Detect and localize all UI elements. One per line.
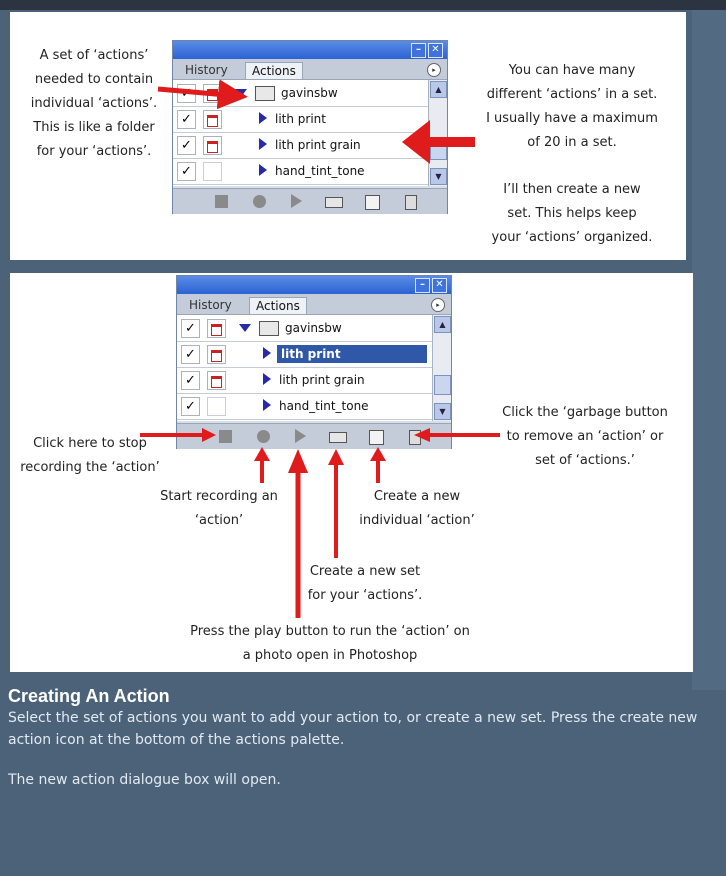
palette-menu-icon[interactable]: ▸ bbox=[431, 298, 445, 312]
record-button-note: Start recording an ‘action’ bbox=[160, 489, 278, 528]
tab-actions[interactable]: Actions bbox=[245, 62, 303, 79]
scroll-down-icon[interactable]: ▼ bbox=[430, 168, 447, 185]
minimize-button[interactable]: – bbox=[411, 43, 426, 58]
close-button[interactable]: ✕ bbox=[428, 43, 443, 58]
right-gutter bbox=[692, 10, 726, 690]
minimize-button[interactable]: – bbox=[415, 278, 430, 293]
play-button-note: Press the play button to run the ‘action’ on a photo open in Photoshop bbox=[190, 624, 470, 663]
instruction-paragraph: Select the set of actions you want to add your action to, or create a new set. Press the create new action icon at the bottom of the actions palette. bbox=[8, 710, 698, 748]
set-label: gavinsbw bbox=[285, 321, 342, 335]
action-label: lith print bbox=[275, 112, 326, 126]
scroll-down-icon[interactable]: ▼ bbox=[434, 403, 451, 420]
action-label: lith print grain bbox=[275, 138, 361, 152]
set-label: gavinsbw bbox=[281, 86, 338, 100]
checkmark-icon[interactable]: ✓ bbox=[177, 110, 196, 129]
action-label: lith print grain bbox=[279, 373, 365, 387]
scroll-up-icon[interactable]: ▲ bbox=[430, 81, 447, 98]
checkmark-icon[interactable]: ✓ bbox=[177, 162, 196, 181]
tab-actions[interactable]: Actions bbox=[249, 297, 307, 314]
tab-history[interactable]: History bbox=[185, 63, 228, 77]
scroll-up-icon[interactable]: ▲ bbox=[434, 316, 451, 333]
tutorial-image-palette-buttons bbox=[10, 273, 693, 672]
close-button[interactable]: ✕ bbox=[432, 278, 447, 293]
new-set-button-note: Create a new set for your ‘actions’. bbox=[307, 564, 423, 603]
section-heading: Creating An Action bbox=[8, 686, 170, 706]
arrow-to-set bbox=[158, 89, 238, 96]
checkmark-icon[interactable]: ✓ bbox=[181, 319, 200, 338]
many-actions-note: You can have many different ‘actions’ in a set. I usually have a maximum of 20 in a set. bbox=[486, 63, 658, 150]
dialog-paragraph: The new action dialogue box will open. bbox=[8, 772, 281, 788]
new-action-button-note: Create a new individual ‘action’ bbox=[359, 489, 475, 528]
set-explanation-note: A set of ‘actions’ needed to contain individual ‘actions’. This is like a folder for your ‘actions’. bbox=[30, 48, 158, 159]
tutorial-image-actions-set bbox=[10, 12, 686, 260]
checkmark-icon[interactable]: ✓ bbox=[177, 136, 196, 155]
annotation-arrows-bottom bbox=[10, 273, 693, 672]
palette-menu-icon[interactable]: ▸ bbox=[427, 63, 441, 77]
arrow-head-actions bbox=[402, 120, 430, 164]
stop-button-note: Click here to stop recording the ‘action’ bbox=[20, 436, 160, 475]
trash-button-note: Click the ‘garbage button to remove an ‘action’ or set of ‘actions.’ bbox=[502, 405, 668, 468]
action-label: hand_tint_tone bbox=[279, 399, 369, 413]
checkmark-icon[interactable]: ✓ bbox=[181, 371, 200, 390]
annotation-arrows-top bbox=[10, 12, 686, 260]
top-border bbox=[0, 0, 726, 10]
tab-history[interactable]: History bbox=[189, 298, 232, 312]
action-label: hand_tint_tone bbox=[275, 164, 365, 178]
checkmark-icon[interactable]: ✓ bbox=[181, 397, 200, 416]
new-set-note: I’ll then create a new set. This helps keep your ‘actions’ organized. bbox=[491, 182, 653, 245]
checkmark-icon[interactable]: ✓ bbox=[181, 345, 200, 364]
action-label-selected: lith print bbox=[277, 345, 427, 363]
